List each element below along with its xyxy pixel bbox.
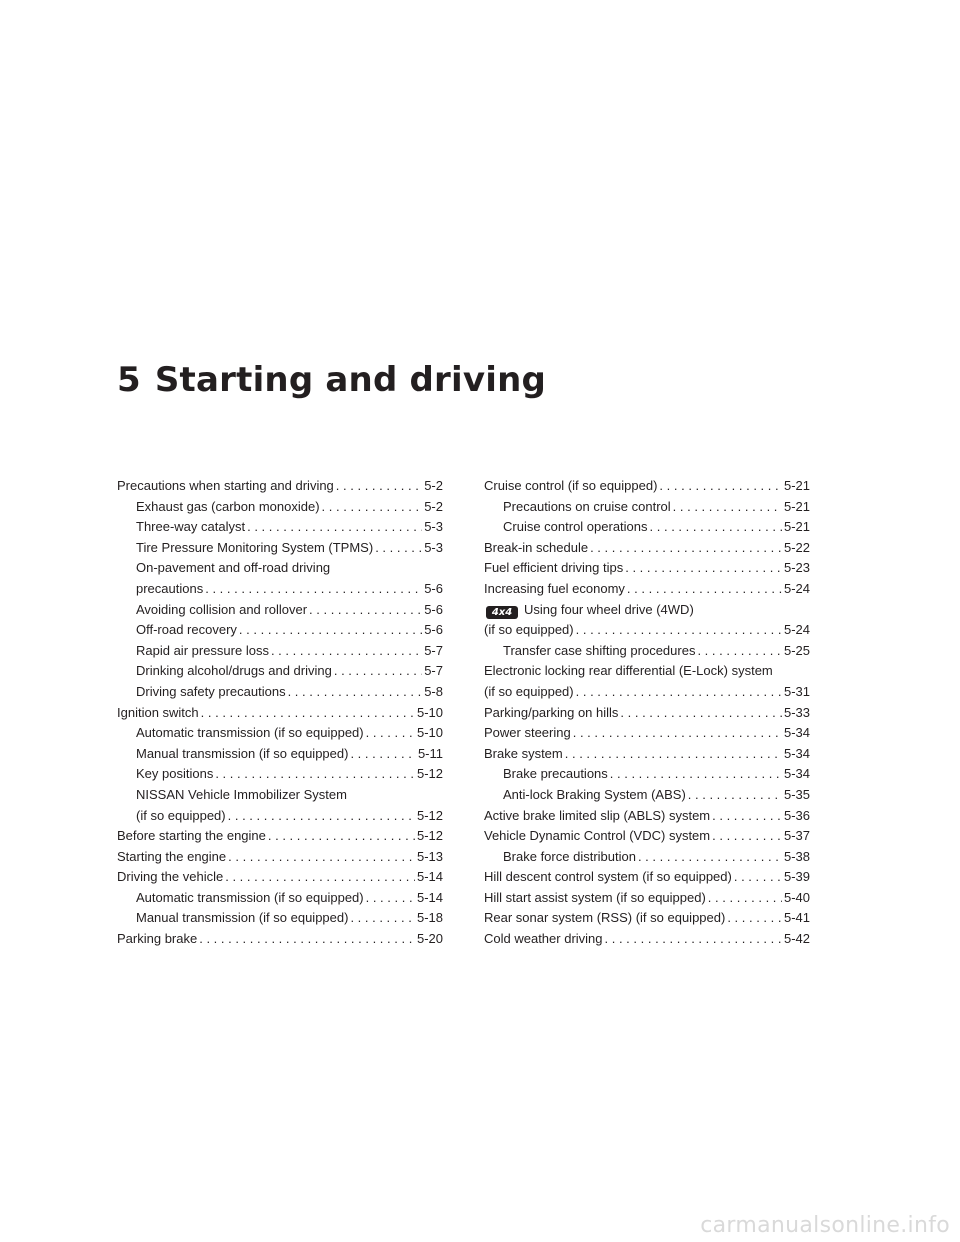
dot-leader	[573, 723, 782, 744]
dot-leader	[712, 826, 782, 847]
toc-left-column	[117, 476, 443, 950]
toc-entry-title: Vehicle Dynamic Control (VDC) system	[484, 828, 711, 844]
toc-entry[interactable]	[484, 744, 810, 765]
dot-leader	[708, 888, 782, 909]
toc-entry[interactable]	[484, 929, 810, 950]
toc-entry[interactable]	[117, 641, 443, 662]
dot-leader	[322, 497, 423, 518]
toc-entry[interactable]	[117, 558, 443, 579]
toc-entry[interactable]	[484, 476, 810, 497]
dot-leader	[271, 641, 422, 662]
dot-leader	[605, 929, 782, 950]
toc-entry-page: 5-10	[416, 725, 443, 741]
toc-entry[interactable]	[484, 806, 810, 827]
toc-entry-page: 5-11	[417, 745, 443, 761]
toc-entry-title: Transfer case shifting procedures	[503, 642, 696, 658]
dot-leader	[334, 661, 422, 682]
toc-entry-title: Parking/parking on hills	[484, 704, 619, 720]
toc-entry-title: Brake precautions	[503, 766, 608, 782]
toc-entry[interactable]	[117, 497, 443, 518]
chapter-number: 5	[117, 360, 141, 400]
toc-entry-page: 5-14	[416, 889, 443, 905]
toc-entry[interactable]	[484, 888, 810, 909]
toc-entry-page: 5-34	[783, 766, 810, 782]
toc-entry[interactable]	[117, 579, 443, 600]
toc-entry[interactable]	[484, 867, 810, 888]
toc-entry-title: Cruise control (if so equipped)	[484, 478, 658, 493]
toc-entry-title: Automatic transmission (if so equipped)	[136, 725, 364, 741]
toc-entry-title: Break-in schedule	[484, 539, 589, 555]
toc-entry-title: Hill start assist system (if so equipped)	[484, 889, 706, 905]
toc-entry[interactable]	[117, 661, 443, 682]
four-wheel-drive-icon: 4x4	[486, 606, 518, 619]
toc-entry-page: 5-42	[783, 931, 810, 947]
dot-leader	[610, 764, 782, 785]
toc-entry[interactable]	[484, 600, 810, 621]
toc-entry[interactable]	[484, 517, 810, 538]
dot-leader	[638, 847, 782, 868]
dot-leader	[336, 476, 422, 497]
toc-entry-title: Driving the vehicle	[117, 869, 224, 885]
toc-entry[interactable]	[484, 497, 810, 518]
toc-entry-title: Increasing fuel economy	[484, 580, 625, 596]
toc-entry-title: Rapid air pressure loss	[136, 642, 269, 658]
toc-entry-page: 5-33	[783, 704, 810, 720]
toc-entry-page: 5-13	[416, 848, 443, 864]
toc-entry-title: Cold weather driving	[484, 931, 603, 947]
toc-entry-title: (if so equipped)	[484, 683, 574, 699]
toc-entry-page: 5-21	[783, 519, 810, 535]
toc-entry-title: Brake system	[484, 745, 563, 761]
toc-entry-page: 5-22	[783, 539, 810, 555]
toc-entry-page: 5-12	[416, 766, 443, 782]
dot-leader	[239, 620, 422, 641]
toc-entry-page: 5-2	[424, 478, 443, 493]
toc-entry[interactable]	[117, 723, 443, 744]
toc-entry[interactable]	[117, 744, 443, 765]
toc-entry[interactable]	[484, 661, 810, 682]
dot-leader	[268, 826, 415, 847]
dot-leader	[688, 785, 782, 806]
toc-entry-page: 5-2	[424, 498, 443, 514]
chapter-title	[117, 360, 546, 400]
toc-entry-page: 5-12	[416, 807, 443, 823]
toc-entry[interactable]	[484, 641, 810, 662]
toc-entry[interactable]	[484, 908, 810, 929]
dot-leader	[734, 867, 782, 888]
dot-leader	[697, 641, 782, 662]
toc-entry-title: Starting the engine	[117, 848, 227, 864]
dot-leader	[215, 764, 415, 785]
toc-entry[interactable]	[117, 538, 443, 559]
toc-entry-page: 5-7	[424, 642, 443, 658]
toc-entry[interactable]	[117, 908, 443, 929]
toc-entry-page: 5-37	[783, 828, 810, 844]
toc-entry[interactable]	[117, 785, 443, 806]
toc-entry-page: 5-20	[416, 931, 443, 947]
toc-entry-page: 5-7	[424, 663, 443, 679]
toc-entry-title: Ignition switch	[117, 704, 199, 720]
toc-entry-title: Brake force distribution	[503, 848, 636, 864]
toc-entry[interactable]	[117, 600, 443, 621]
toc-entry[interactable]	[117, 847, 443, 868]
dot-leader	[576, 682, 782, 703]
toc-entry-title: Hill descent control system (if so equipped)	[484, 869, 732, 885]
toc-entry-title: Three-way catalyst	[136, 519, 246, 535]
dot-leader	[650, 517, 782, 538]
toc-entry[interactable]	[484, 538, 810, 559]
toc-entry-page: 5-24	[783, 580, 810, 596]
toc-entry-title: (if so equipped)	[484, 622, 574, 638]
dot-leader	[228, 847, 415, 868]
dot-leader	[565, 744, 782, 765]
toc-entry[interactable]	[117, 620, 443, 641]
toc-entry-page: 5-38	[783, 848, 810, 864]
toc-entry-title: Parking brake	[117, 931, 198, 947]
toc-entry-page: 5-41	[783, 910, 810, 926]
toc-entry-title: Avoiding collision and rollover	[136, 601, 308, 617]
dot-leader	[228, 806, 415, 827]
toc-entry-page: 5-24	[783, 622, 810, 638]
toc-entry[interactable]	[117, 517, 443, 538]
toc-entry[interactable]	[484, 723, 810, 744]
toc-entry-title: Key positions	[136, 766, 214, 782]
watermark: carmanualsonline.info	[700, 1213, 950, 1238]
toc-entry-page: 5-6	[424, 601, 443, 617]
toc-entry-page: 5-39	[783, 869, 810, 885]
dot-leader	[309, 600, 422, 621]
dot-leader	[199, 929, 415, 950]
toc-entry-page: 5-35	[783, 786, 810, 802]
dot-leader	[288, 682, 423, 703]
toc-entry[interactable]	[117, 867, 443, 888]
toc-entry-page: 5-40	[783, 889, 810, 905]
toc-entry-title: Drinking alcohol/drugs and driving	[136, 663, 332, 679]
dot-leader	[350, 908, 415, 929]
dot-leader	[712, 806, 782, 827]
toc-entry[interactable]	[117, 929, 443, 950]
toc-entry-page: 5-10	[416, 704, 443, 720]
toc-entry[interactable]	[117, 703, 443, 724]
dot-leader	[727, 908, 782, 929]
dot-leader	[625, 558, 782, 579]
dot-leader	[576, 620, 782, 641]
toc-entry[interactable]	[484, 785, 810, 806]
toc-entry-page: 5-31	[783, 683, 810, 699]
dot-leader	[350, 744, 416, 765]
toc-entry-title: Automatic transmission (if so equipped)	[136, 889, 364, 905]
toc-entry-title: Manual transmission (if so equipped)	[136, 910, 349, 926]
toc-entry-page: 5-23	[783, 560, 810, 576]
toc-entry[interactable]	[117, 806, 443, 827]
toc-entry-title: Electronic locking rear differential (E-Lock) system	[484, 663, 773, 679]
dot-leader	[375, 538, 422, 559]
toc-entry-title: Exhaust gas (carbon monoxide)	[136, 498, 320, 514]
dot-leader	[620, 703, 782, 724]
toc-entry-page: 5-3	[424, 519, 443, 535]
toc-entry-page: 5-6	[424, 622, 443, 638]
toc-entry[interactable]	[117, 682, 443, 703]
toc-entry-title: Precautions when starting and driving	[117, 478, 334, 493]
toc-entry-title: Tire Pressure Monitoring System (TPMS)	[136, 539, 374, 555]
dot-leader	[673, 497, 782, 518]
toc-entry[interactable]	[117, 764, 443, 785]
toc-entry[interactable]	[484, 579, 810, 600]
toc-entry-page: 5-8	[424, 683, 443, 699]
toc-entry-title: Fuel efficient driving tips	[484, 560, 624, 576]
toc-entry-page: 5-21	[783, 498, 810, 514]
dot-leader	[366, 888, 415, 909]
toc-entry-page: 5-12	[416, 828, 443, 844]
toc-entry[interactable]	[484, 764, 810, 785]
toc-entry[interactable]	[484, 826, 810, 847]
toc-entry-page: 5-3	[424, 539, 443, 555]
toc-entry-page: 5-18	[416, 910, 443, 926]
dot-leader	[205, 579, 422, 600]
toc-entry-title: Before starting the engine	[117, 828, 266, 844]
toc-entry-title: precautions	[136, 580, 204, 596]
toc-entry[interactable]	[117, 476, 443, 497]
toc-entry-title: (if so equipped)	[136, 807, 226, 823]
toc-entry-page: 5-34	[783, 745, 810, 761]
toc-entry-title: Cruise control operations	[503, 519, 648, 535]
dot-leader	[201, 703, 415, 724]
toc-entry-page: 5-14	[416, 869, 443, 885]
dot-leader	[366, 723, 415, 744]
toc-right-column	[484, 476, 810, 950]
toc-entry-title: NISSAN Vehicle Immobilizer System	[136, 786, 347, 802]
toc-entry-page: 5-21	[783, 478, 810, 493]
toc-entry-title: Driving safety precautions	[136, 683, 286, 699]
dot-leader	[627, 579, 782, 600]
toc-entry-title: Anti-lock Braking System (ABS)	[503, 786, 686, 802]
toc-entry-page: 5-6	[424, 580, 443, 596]
toc-entry-page: 5-34	[783, 725, 810, 741]
toc-entry-title: Manual transmission (if so equipped)	[136, 745, 349, 761]
toc-entry[interactable]	[117, 888, 443, 909]
toc-entry-title: On-pavement and off-road driving	[136, 560, 331, 576]
toc-entry-title: Using four wheel drive (4WD)	[524, 601, 694, 617]
toc-entry-title: Power steering	[484, 725, 571, 741]
toc-entry[interactable]	[484, 620, 810, 641]
toc-entry[interactable]	[484, 558, 810, 579]
toc-entry-title: Active brake limited slip (ABLS) system	[484, 807, 711, 823]
toc-entry[interactable]	[484, 847, 810, 868]
dot-leader	[225, 867, 415, 888]
toc-entry-page: 5-36	[783, 807, 810, 823]
toc-entry[interactable]	[117, 826, 443, 847]
chapter-name: Starting and driving	[154, 360, 547, 400]
toc-entry-title: Precautions on cruise control	[503, 498, 671, 514]
toc-entry-page: 5-25	[783, 642, 810, 658]
toc-entry-title: Off-road recovery	[136, 622, 237, 638]
toc-entry[interactable]	[484, 703, 810, 724]
toc-entry-title: Rear sonar system (RSS) (if so equipped)	[484, 910, 726, 926]
dot-leader	[590, 538, 782, 559]
dot-leader	[247, 517, 422, 538]
dot-leader	[659, 476, 782, 497]
toc-entry[interactable]	[484, 682, 810, 703]
